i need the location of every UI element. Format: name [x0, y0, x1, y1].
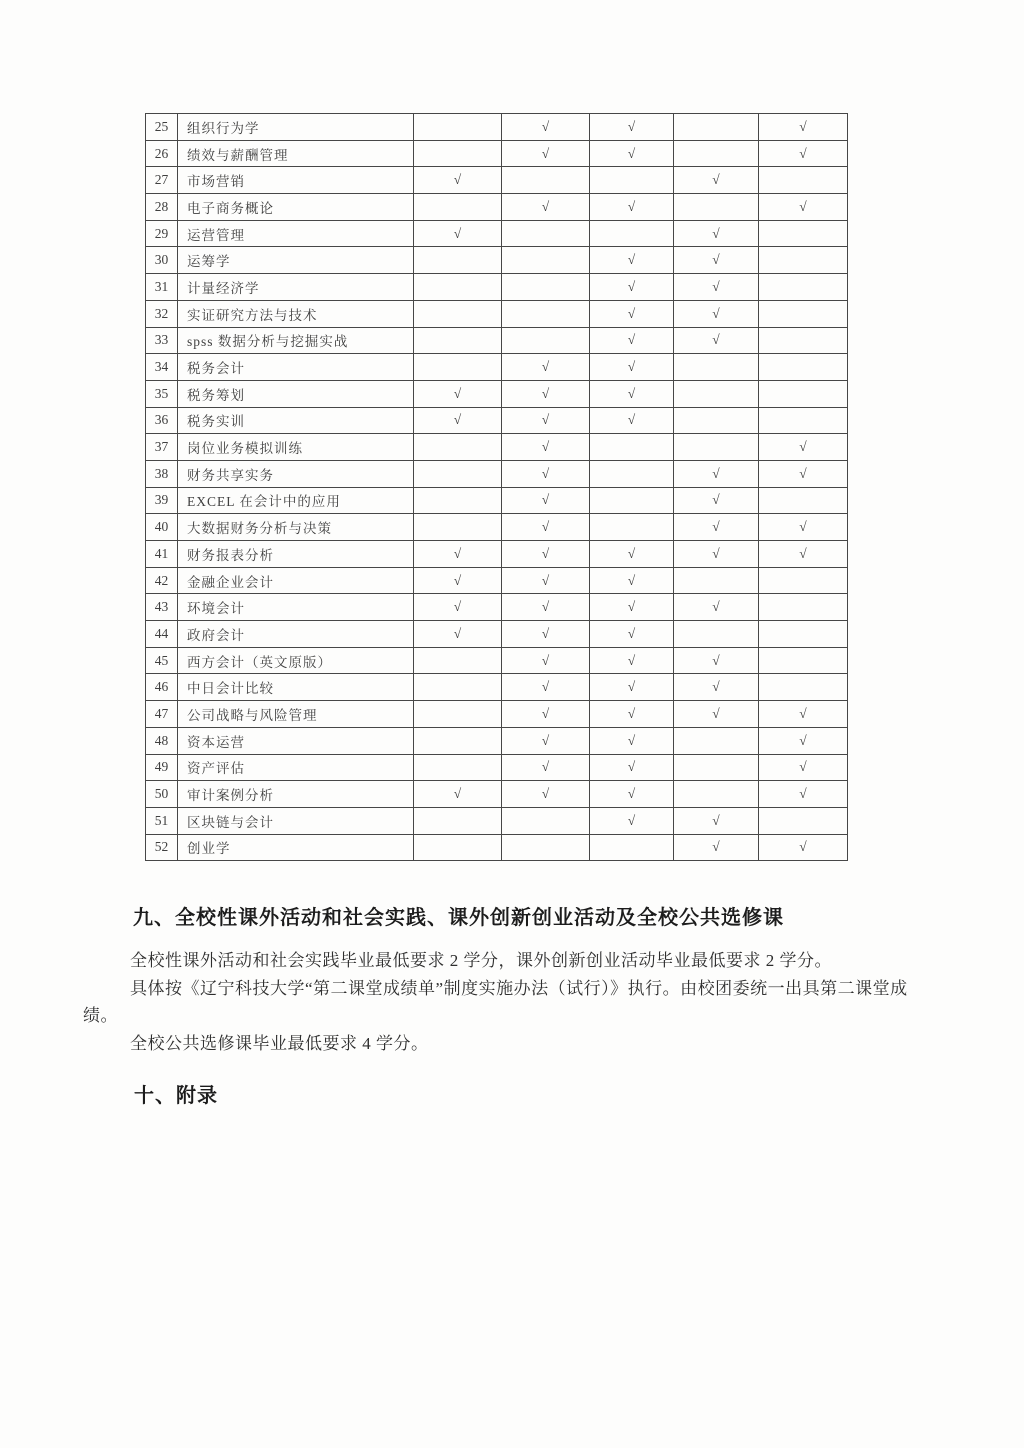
checkmark: √ — [502, 541, 590, 568]
empty-cell — [414, 114, 502, 141]
course-name: 大数据财务分析与决策 — [178, 514, 414, 541]
course-name: spss 数据分析与挖掘实战 — [178, 327, 414, 354]
checkmark: √ — [502, 621, 590, 648]
table-row — [146, 354, 848, 381]
empty-cell — [674, 194, 759, 221]
checkmark: √ — [590, 140, 674, 167]
empty-cell — [502, 327, 590, 354]
empty-cell — [759, 220, 848, 247]
checkmark: √ — [674, 541, 759, 568]
row-number: 52 — [146, 834, 178, 861]
table-row — [146, 594, 848, 621]
empty-cell — [414, 754, 502, 781]
checkmark: √ — [502, 434, 590, 461]
course-name: 资本运营 — [178, 727, 414, 754]
row-number: 44 — [146, 621, 178, 648]
course-name: 市场营销 — [178, 167, 414, 194]
table-row — [146, 220, 848, 247]
checkmark: √ — [502, 460, 590, 487]
checkmark: √ — [590, 647, 674, 674]
row-number: 35 — [146, 380, 178, 407]
course-name: 财务共享实务 — [178, 460, 414, 487]
checkmark: √ — [759, 514, 848, 541]
paragraph-public-elective-credits: 全校公共选修课毕业最低要求 4 学分。 — [130, 1033, 429, 1053]
checkmark: √ — [590, 407, 674, 434]
checkmark: √ — [590, 621, 674, 648]
course-name: 中日会计比较 — [178, 674, 414, 701]
checkmark: √ — [674, 300, 759, 327]
row-number: 40 — [146, 514, 178, 541]
course-name: 税务会计 — [178, 354, 414, 381]
checkmark: √ — [502, 647, 590, 674]
checkmark: √ — [502, 727, 590, 754]
checkmark: √ — [674, 167, 759, 194]
paragraph-second-classroom-policy: 具体按《辽宁科技大学“第二课堂成绩单”制度实施办法（试行）》执行。由校团委统一出具第二课堂成绩。 — [83, 978, 908, 1026]
empty-cell — [502, 807, 590, 834]
checkmark: √ — [674, 247, 759, 274]
table-row — [146, 487, 848, 514]
empty-cell — [414, 247, 502, 274]
row-number: 27 — [146, 167, 178, 194]
checkmark: √ — [590, 594, 674, 621]
row-number: 39 — [146, 487, 178, 514]
checkmark: √ — [674, 514, 759, 541]
empty-cell — [414, 674, 502, 701]
checkmark: √ — [674, 647, 759, 674]
empty-cell — [414, 300, 502, 327]
checkmark: √ — [590, 114, 674, 141]
table-row — [146, 140, 848, 167]
row-number: 26 — [146, 140, 178, 167]
checkmark: √ — [590, 541, 674, 568]
empty-cell — [590, 460, 674, 487]
checkmark: √ — [590, 354, 674, 381]
checkmark: √ — [502, 781, 590, 808]
empty-cell — [414, 647, 502, 674]
checkmark: √ — [414, 167, 502, 194]
table-row — [146, 247, 848, 274]
empty-cell — [759, 300, 848, 327]
empty-cell — [674, 567, 759, 594]
table-row — [146, 300, 848, 327]
course-name: EXCEL 在会计中的应用 — [178, 487, 414, 514]
checkmark: √ — [674, 807, 759, 834]
checkmark: √ — [674, 487, 759, 514]
table-row — [146, 727, 848, 754]
empty-cell — [414, 327, 502, 354]
empty-cell — [502, 834, 590, 861]
row-number: 43 — [146, 594, 178, 621]
course-name: 公司战略与风险管理 — [178, 701, 414, 728]
empty-cell — [502, 274, 590, 301]
empty-cell — [590, 834, 674, 861]
checkmark: √ — [590, 727, 674, 754]
checkmark: √ — [414, 220, 502, 247]
checkmark: √ — [674, 701, 759, 728]
table-row — [146, 807, 848, 834]
checkmark: √ — [414, 567, 502, 594]
empty-cell — [674, 140, 759, 167]
row-number: 41 — [146, 541, 178, 568]
course-name: 运筹学 — [178, 247, 414, 274]
table-row — [146, 327, 848, 354]
table-row — [146, 434, 848, 461]
empty-cell — [759, 807, 848, 834]
section-9-heading: 九、全校性课外活动和社会实践、课外创新创业活动及全校公共选修课 — [133, 907, 784, 929]
checkmark: √ — [590, 194, 674, 221]
course-name: 税务实训 — [178, 407, 414, 434]
checkmark: √ — [674, 274, 759, 301]
empty-cell — [414, 807, 502, 834]
empty-cell — [590, 220, 674, 247]
checkmark: √ — [674, 220, 759, 247]
checkmark: √ — [414, 594, 502, 621]
empty-cell — [502, 167, 590, 194]
checkmark: √ — [502, 754, 590, 781]
course-name: 实证研究方法与技术 — [178, 300, 414, 327]
table-row — [146, 194, 848, 221]
checkmark: √ — [502, 594, 590, 621]
checkmark: √ — [502, 114, 590, 141]
checkmark: √ — [502, 674, 590, 701]
row-number: 31 — [146, 274, 178, 301]
elective-course-table — [145, 113, 848, 861]
table-row — [146, 674, 848, 701]
empty-cell — [674, 621, 759, 648]
empty-cell — [759, 167, 848, 194]
checkmark: √ — [590, 674, 674, 701]
course-name: 财务报表分析 — [178, 541, 414, 568]
checkmark: √ — [759, 114, 848, 141]
table-row — [146, 834, 848, 861]
row-number: 25 — [146, 114, 178, 141]
checkmark: √ — [590, 274, 674, 301]
table-row — [146, 514, 848, 541]
course-name: 绩效与薪酬管理 — [178, 140, 414, 167]
row-number: 50 — [146, 781, 178, 808]
checkmark: √ — [759, 434, 848, 461]
checkmark: √ — [502, 407, 590, 434]
row-number: 45 — [146, 647, 178, 674]
course-name: 审计案例分析 — [178, 781, 414, 808]
empty-cell — [759, 621, 848, 648]
checkmark: √ — [502, 354, 590, 381]
section-10-heading: 十、附录 — [134, 1085, 218, 1107]
checkmark: √ — [414, 541, 502, 568]
empty-cell — [414, 727, 502, 754]
course-table-body — [146, 114, 848, 861]
checkmark: √ — [590, 247, 674, 274]
empty-cell — [759, 567, 848, 594]
table-row — [146, 621, 848, 648]
table-row — [146, 460, 848, 487]
checkmark: √ — [590, 300, 674, 327]
checkmark: √ — [502, 194, 590, 221]
checkmark: √ — [502, 487, 590, 514]
row-number: 48 — [146, 727, 178, 754]
empty-cell — [674, 781, 759, 808]
checkmark: √ — [590, 754, 674, 781]
checkmark: √ — [590, 807, 674, 834]
course-name: 税务筹划 — [178, 380, 414, 407]
checkmark: √ — [674, 594, 759, 621]
checkmark: √ — [590, 781, 674, 808]
empty-cell — [674, 434, 759, 461]
table-row — [146, 380, 848, 407]
checkmark: √ — [759, 541, 848, 568]
checkmark: √ — [414, 407, 502, 434]
empty-cell — [674, 754, 759, 781]
empty-cell — [759, 354, 848, 381]
checkmark: √ — [590, 701, 674, 728]
empty-cell — [414, 354, 502, 381]
empty-cell — [414, 194, 502, 221]
course-name: 环境会计 — [178, 594, 414, 621]
row-number: 30 — [146, 247, 178, 274]
empty-cell — [759, 647, 848, 674]
empty-cell — [759, 674, 848, 701]
course-name: 区块链与会计 — [178, 807, 414, 834]
empty-cell — [759, 247, 848, 274]
empty-cell — [759, 487, 848, 514]
empty-cell — [414, 140, 502, 167]
empty-cell — [759, 407, 848, 434]
empty-cell — [414, 274, 502, 301]
empty-cell — [759, 327, 848, 354]
empty-cell — [674, 354, 759, 381]
row-number: 47 — [146, 701, 178, 728]
checkmark: √ — [674, 460, 759, 487]
row-number: 49 — [146, 754, 178, 781]
empty-cell — [590, 514, 674, 541]
table-row — [146, 647, 848, 674]
table-row — [146, 754, 848, 781]
course-name: 金融企业会计 — [178, 567, 414, 594]
checkmark: √ — [759, 727, 848, 754]
empty-cell — [759, 274, 848, 301]
row-number: 29 — [146, 220, 178, 247]
checkmark: √ — [759, 194, 848, 221]
empty-cell — [414, 487, 502, 514]
course-name: 计量经济学 — [178, 274, 414, 301]
empty-cell — [414, 701, 502, 728]
table-row — [146, 541, 848, 568]
checkmark: √ — [674, 674, 759, 701]
checkmark: √ — [674, 834, 759, 861]
empty-cell — [502, 247, 590, 274]
empty-cell — [590, 167, 674, 194]
checkmark: √ — [414, 781, 502, 808]
course-name: 运营管理 — [178, 220, 414, 247]
course-name: 政府会计 — [178, 621, 414, 648]
checkmark: √ — [759, 701, 848, 728]
section-9-body — [83, 947, 931, 1057]
paragraph-activity-credits: 全校性课外活动和社会实践毕业最低要求 2 学分，课外创新创业活动毕业最低要求 2 学分。 — [130, 951, 832, 970]
row-number: 34 — [146, 354, 178, 381]
checkmark: √ — [502, 140, 590, 167]
checkmark: √ — [590, 380, 674, 407]
empty-cell — [502, 300, 590, 327]
course-name: 岗位业务模拟训练 — [178, 434, 414, 461]
checkmark: √ — [590, 327, 674, 354]
checkmark: √ — [502, 514, 590, 541]
row-number: 33 — [146, 327, 178, 354]
checkmark: √ — [674, 327, 759, 354]
checkmark: √ — [414, 380, 502, 407]
checkmark: √ — [414, 621, 502, 648]
row-number: 38 — [146, 460, 178, 487]
empty-cell — [590, 487, 674, 514]
checkmark: √ — [502, 701, 590, 728]
empty-cell — [414, 434, 502, 461]
empty-cell — [414, 460, 502, 487]
table-row — [146, 167, 848, 194]
course-name: 资产评估 — [178, 754, 414, 781]
checkmark: √ — [759, 754, 848, 781]
row-number: 36 — [146, 407, 178, 434]
course-name: 电子商务概论 — [178, 194, 414, 221]
empty-cell — [759, 594, 848, 621]
empty-cell — [674, 407, 759, 434]
empty-cell — [502, 220, 590, 247]
empty-cell — [414, 514, 502, 541]
checkmark: √ — [759, 781, 848, 808]
course-name: 创业学 — [178, 834, 414, 861]
row-number: 37 — [146, 434, 178, 461]
table-row — [146, 407, 848, 434]
row-number: 28 — [146, 194, 178, 221]
course-name: 组织行为学 — [178, 114, 414, 141]
checkmark: √ — [502, 567, 590, 594]
empty-cell — [414, 834, 502, 861]
row-number: 32 — [146, 300, 178, 327]
checkmark: √ — [502, 380, 590, 407]
empty-cell — [759, 380, 848, 407]
course-name: 西方会计（英文原版） — [178, 647, 414, 674]
empty-cell — [590, 434, 674, 461]
empty-cell — [674, 727, 759, 754]
table-row — [146, 274, 848, 301]
table-row — [146, 567, 848, 594]
row-number: 46 — [146, 674, 178, 701]
empty-cell — [674, 380, 759, 407]
checkmark: √ — [759, 140, 848, 167]
table-row — [146, 781, 848, 808]
checkmark: √ — [759, 834, 848, 861]
table-row — [146, 114, 848, 141]
checkmark: √ — [590, 567, 674, 594]
empty-cell — [674, 114, 759, 141]
table-row — [146, 701, 848, 728]
row-number: 51 — [146, 807, 178, 834]
checkmark: √ — [759, 460, 848, 487]
row-number: 42 — [146, 567, 178, 594]
